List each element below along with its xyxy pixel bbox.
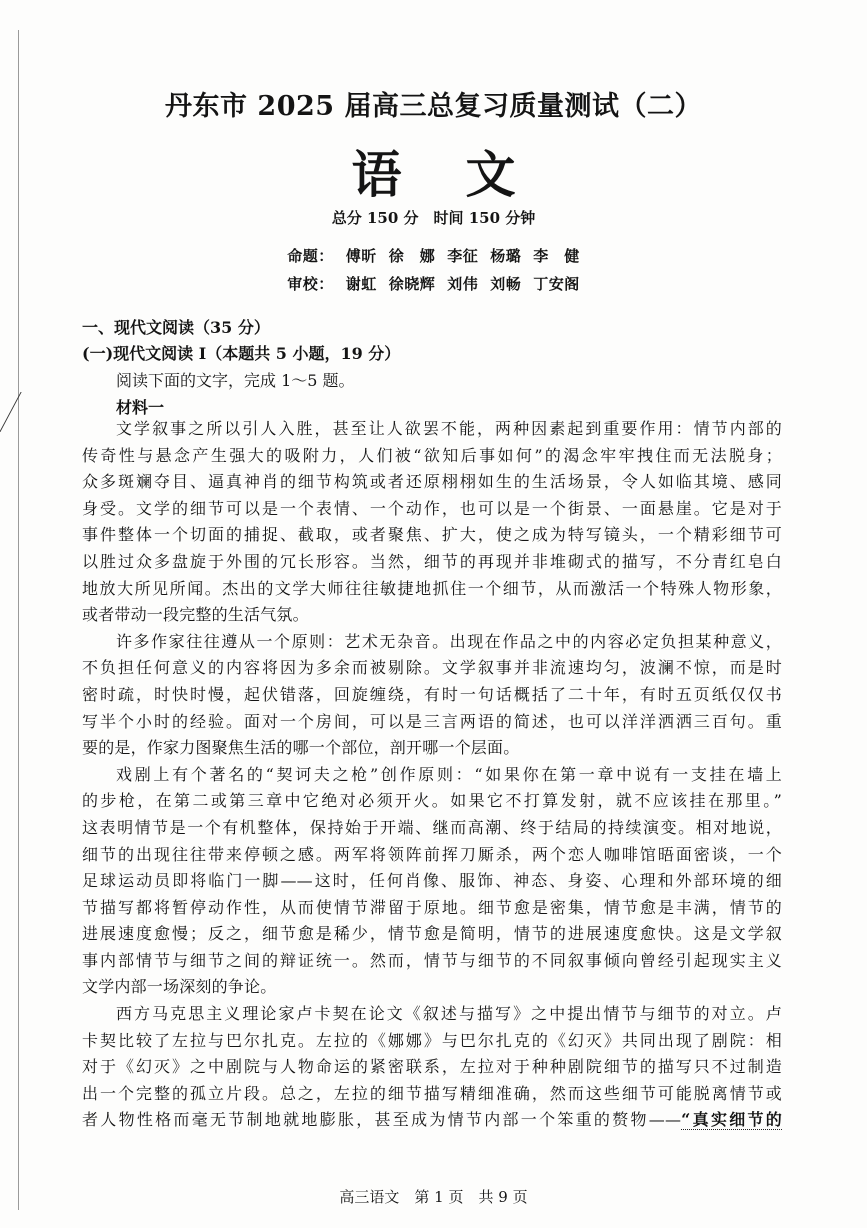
passage-body <box>82 416 782 1134</box>
staff-name: 徐晓辉 <box>388 275 436 293</box>
material-label: 材料一 <box>116 398 165 417</box>
subject-title: 语文 <box>351 145 580 204</box>
passage-line: 文学叙事之所以引人入胜，甚至让人欲罢不能，两种因素起到重要作用：情节内部的 <box>116 419 782 438</box>
passage-line: 密时疏，时快时慢，起伏错落，回旋缠绕，有时一句话概括了二十年，有时五页纸仅仅书 <box>82 684 782 704</box>
instruction-text: 阅读下面的文字，完成 1～5 题。 <box>116 371 355 390</box>
subsection-heading: (一)现代文阅读 I（本题共 5 小题，19 分） <box>82 344 401 363</box>
passage-line <box>82 1107 782 1134</box>
passage-line: 足球运动员即将临门一脚——这时，任何肖像、服饰、神态、身姿、心理和外部环境的细 <box>82 871 782 891</box>
passage-line: 身受。文学的细节可以是一个表情、一个动作，也可以是一个街景、一面悬崖。它是对于 <box>82 498 782 518</box>
review-names <box>334 275 580 293</box>
passage-line: 不负担任何意义的内容将因为多余而被剔除。文学叙事并非流速均匀，波澜不惊，而是时 <box>82 658 782 678</box>
passage-line: 传奇性与悬念产生强大的吸附力，人们被“欲知后事如何”的渴念牢牢拽住而无法脱身； <box>82 445 782 465</box>
staff-name: 傅昕 <box>345 247 377 265</box>
staff-name: 杨璐 <box>490 247 522 265</box>
part-heading: 一、现代文阅读（35 分） <box>82 318 270 337</box>
passage-line: 节描写都将暂停动作性，从而使情节滞留于原地。细节愈是密集，情节愈是丰满，情节的 <box>82 897 782 917</box>
margin-pen-mark <box>0 392 44 432</box>
staff-name: 刘畅 <box>490 275 522 293</box>
passage-line: 西方马克思主义理论家卢卡契在论文《叙述与描写》之中提出情节与细节的对立。卢 <box>116 1004 782 1024</box>
passage-line: 事件整体一个切面的捕捉、截取，或者聚焦、扩大，使之成为特写镜头，一个精彩细节可 <box>82 525 782 545</box>
exam-title: 丹东市 2025 届高三总复习质量测试（二） <box>165 91 702 122</box>
review-label: 审校： <box>287 275 334 293</box>
passage-line: 写半个小时的经验。面对一个房间，可以是三言两语的简述，也可以洋洋洒洒三百句。重 <box>82 711 782 731</box>
passage-line: 众多斑斓夺目、逼真神肖的细节构筑或者还原栩栩如生的生活场景，令人如临其境、感同 <box>82 472 782 492</box>
staff-name: 李征 <box>447 247 479 265</box>
staff-name: 徐 娜 <box>388 247 436 265</box>
passage-line: 戏剧上有个著名的“契诃夫之枪”创作原则：“如果你在第一章中说有一支挂在墙上 <box>116 764 782 784</box>
passage-line: 或者带动一段完整的生活气氛。 <box>82 605 309 625</box>
passage-line: 卡契比较了左拉与巴尔扎克。左拉的《娜娜》与巴尔扎克的《幻灭》共同出现了剧院：相 <box>82 1030 782 1050</box>
staff-name: 丁安阁 <box>533 275 580 293</box>
passage-line: 这表明情节是一个有机整体，保持始于开端、继而高潮、终于结局的持续演变。相对地说， <box>82 817 782 837</box>
passage-line-text: 者人物性格而毫无节制地就地膨胀，甚至成为情节内部一个笨重的赘物—— <box>82 1110 682 1130</box>
passage-line: 出一个完整的孤立片段。总之，左拉的细节描写精细准确，然而这些细节可能脱离情节或 <box>82 1083 782 1103</box>
passage-line: 许多作家往往遵从一个原则：艺术无杂音。出现在作品之中的内容必定负担某种意义， <box>116 631 782 651</box>
proposition-label: 命题： <box>287 247 334 265</box>
passage-line: 的步枪，在第二或第三章中它绝对必须开火。如果它不打算发射，就不应该挂在那里。” <box>82 791 782 811</box>
passage-line: 以胜过众多盘旋于外围的冗长形容。当然，细节的再现并非堆砌式的描写，不分青红皂白 <box>82 551 782 571</box>
proposition-names <box>334 247 580 265</box>
passage-line: 对于《幻灭》之中剧院与人物命运的紧密联系，左拉对于种种剧院细节的描写只不过制造 <box>82 1057 782 1077</box>
staff-name: 谢虹 <box>345 275 377 293</box>
page-footer: 高三语文 第 1 页 共 9 页 <box>339 1188 528 1206</box>
passage-line: 地放大所见所闻。杰出的文学大师往往敏捷地抓住一个细节，从而激活一个特殊人物形象， <box>82 578 782 598</box>
proposition-staff <box>0 245 867 266</box>
staff-name: 刘伟 <box>447 275 479 293</box>
emphasized-quote: “真实细节的 <box>681 1110 782 1130</box>
passage-line: 事内部情节与细节之间的辩证统一。然而，情节与细节的不同叙事倾向曾经引起现实主义 <box>82 950 782 970</box>
passage-line: 文学内部一场深刻的争论。 <box>82 977 277 997</box>
review-staff <box>0 273 867 294</box>
passage-line: 要的是，作家力图聚焦生活的哪一个部位，剖开哪一个层面。 <box>82 738 520 758</box>
passage-line: 进展速度愈慢；反之，细节愈是稀少，情节愈是简明，情节的进展速度愈快。这是文学叙 <box>82 924 782 944</box>
score-time-info: 总分 150 分 时间 150 分钟 <box>331 209 536 227</box>
staff-name: 李 健 <box>533 247 580 265</box>
passage-line: 细节的出现往往带来停顿之感。两军将领阵前挥刀厮杀，两个恋人咖啡馆晤面密谈，一个 <box>82 844 782 864</box>
